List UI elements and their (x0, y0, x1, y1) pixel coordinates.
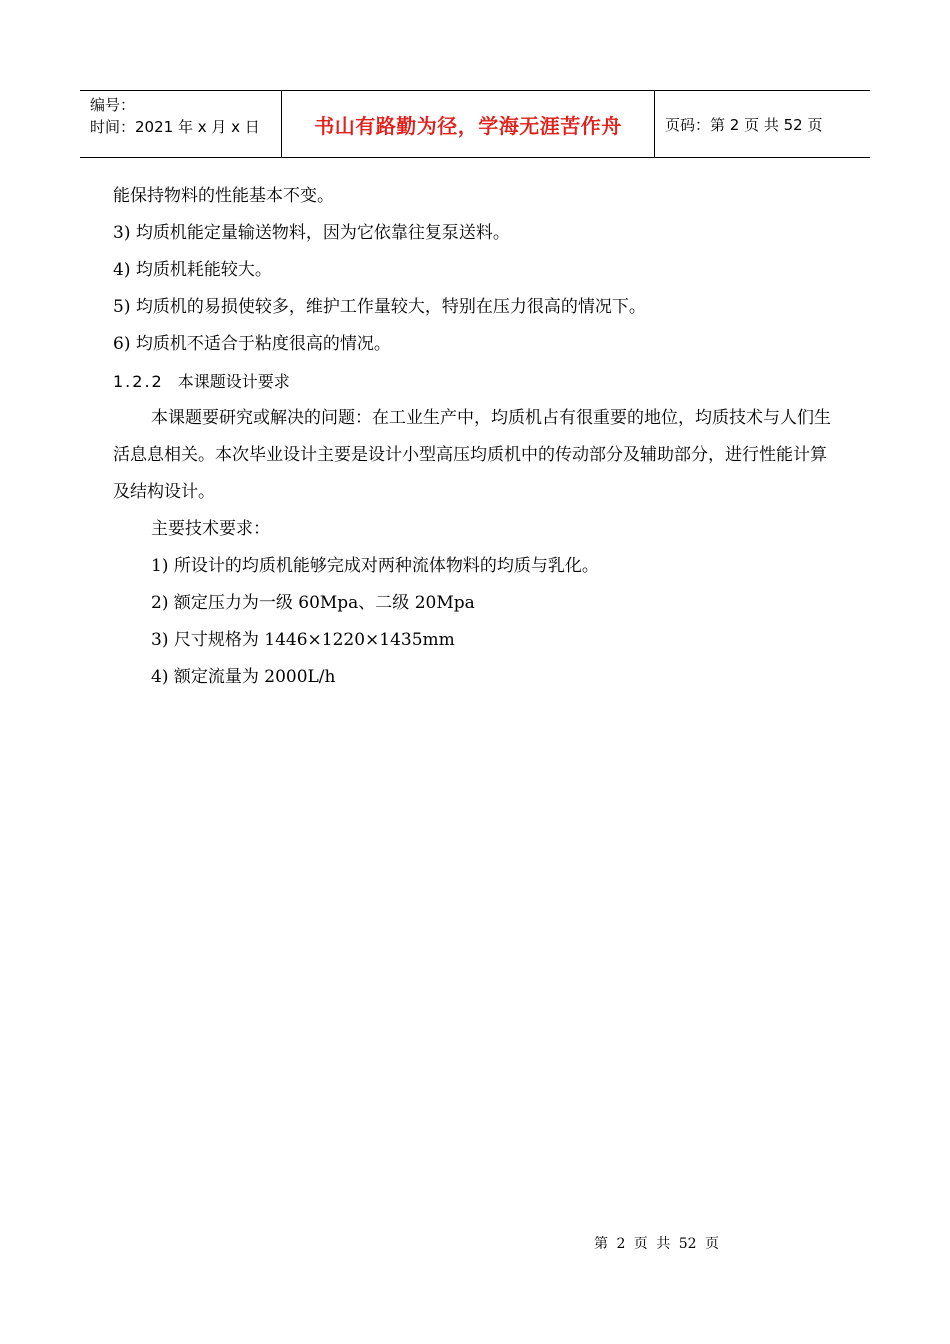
header-motto: 书山有路勤为径，学海无涯苦作舟 (314, 113, 622, 138)
list-item-4: 4) 均质机耗能较大。 (113, 260, 272, 280)
header-number-label: 编号： (90, 96, 136, 114)
header-meta (80, 91, 281, 157)
section-number: 1.2.2 (113, 372, 164, 391)
page-header (80, 90, 870, 158)
header-page-label: 页码：第 2 页 共 52 页 (665, 115, 823, 134)
header-time-label: 时间：2021 年 x 月 x 日 (90, 118, 260, 136)
requirement-item-3: 3) 尺寸规格为 1446×1220×1435mm (151, 630, 455, 650)
document-body (113, 178, 843, 696)
header-page-cell (655, 91, 870, 157)
list-item-5: 5) 均质机的易损使较多，维护工作量较大，特别在压力很高的情况下。 (113, 297, 646, 317)
requirements-title: 主要技术要求： (151, 519, 270, 539)
body-paragraph: 本课题要研究或解决的问题：在工业生产中，均质机占有很重要的地位，均质技术与人们生活息息相关。本次毕业设计主要是设计小型高压均质机中的传动部分及辅助部分，进行性能计算及结构设计。 (113, 408, 831, 502)
section-heading (113, 363, 843, 400)
requirement-item-2: 2) 额定压力为一级 60Mpa、二级 20Mpa (151, 593, 475, 613)
requirement-item-4: 4) 额定流量为 2000L/h (151, 667, 336, 687)
header-motto-cell (281, 91, 655, 157)
section-title: 本课题设计要求 (177, 372, 290, 391)
page-footer: 第 2 页 共 52 页 (594, 1236, 719, 1252)
body-line-continue: 能保持物料的性能基本不变。 (113, 186, 334, 206)
list-item-3: 3) 均质机能定量输送物料，因为它依靠往复泵送料。 (113, 223, 510, 243)
list-item-6: 6) 均质机不适合于粘度很高的情况。 (113, 334, 391, 354)
requirement-item-1: 1) 所设计的均质机能够完成对两种流体物料的均质与乳化。 (151, 556, 599, 576)
